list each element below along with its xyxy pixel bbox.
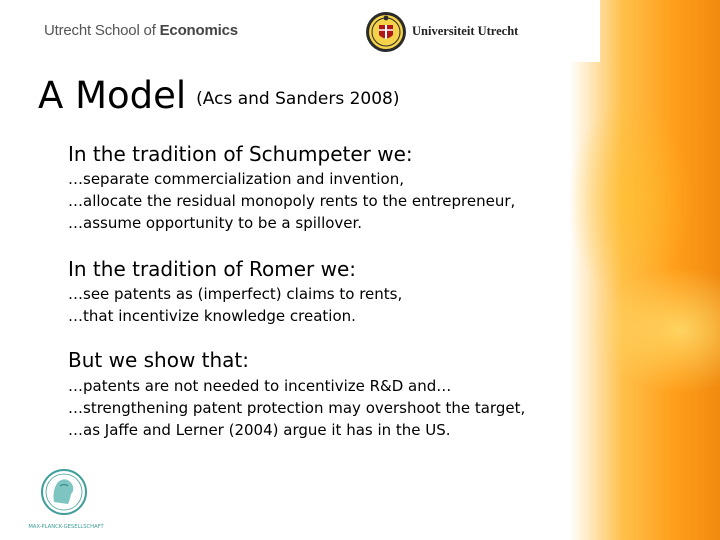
university-name: Universiteit Utrecht [412,24,519,38]
bullet-line: …as Jaffe and Lerner (2004) argue it has in the US. [68,421,451,439]
title-main: A Model [38,74,187,117]
university-seal-icon [365,8,407,56]
slide-title [38,74,400,117]
school-logo [44,22,238,39]
bullet-line: …assume opportunity to be a spillover. [68,214,363,232]
bullet-line: …patents are not needed to incentivize R&D and… [68,377,452,395]
bullet-line: …strengthening patent protection may overshoot the target, [68,399,526,417]
bullet-line: …separate commercialization and invention, [68,170,404,188]
bullet-line: …see patents as (imperfect) claims to rents, [68,285,403,303]
school-bold: Economics [159,22,238,39]
section-heading-romer: In the tradition of Romer we: [68,257,356,281]
footer-logo-text: MAX-PLANCK-GESELLSCHAFT [28,524,104,530]
section-heading-schumpeter: In the tradition of Schumpeter we: [68,142,413,166]
school-prefix: Utrecht School of [44,22,160,39]
bullet-line: …that incentivize knowledge creation. [68,307,356,325]
bullet-line: …allocate the residual monopoly rents to the entrepreneur, [68,192,516,210]
section-heading-show: But we show that: [68,348,250,372]
max-planck-logo-icon [14,466,118,532]
decorative-orange-panel [570,0,720,540]
title-citation: (Acs and Sanders 2008) [196,89,400,109]
